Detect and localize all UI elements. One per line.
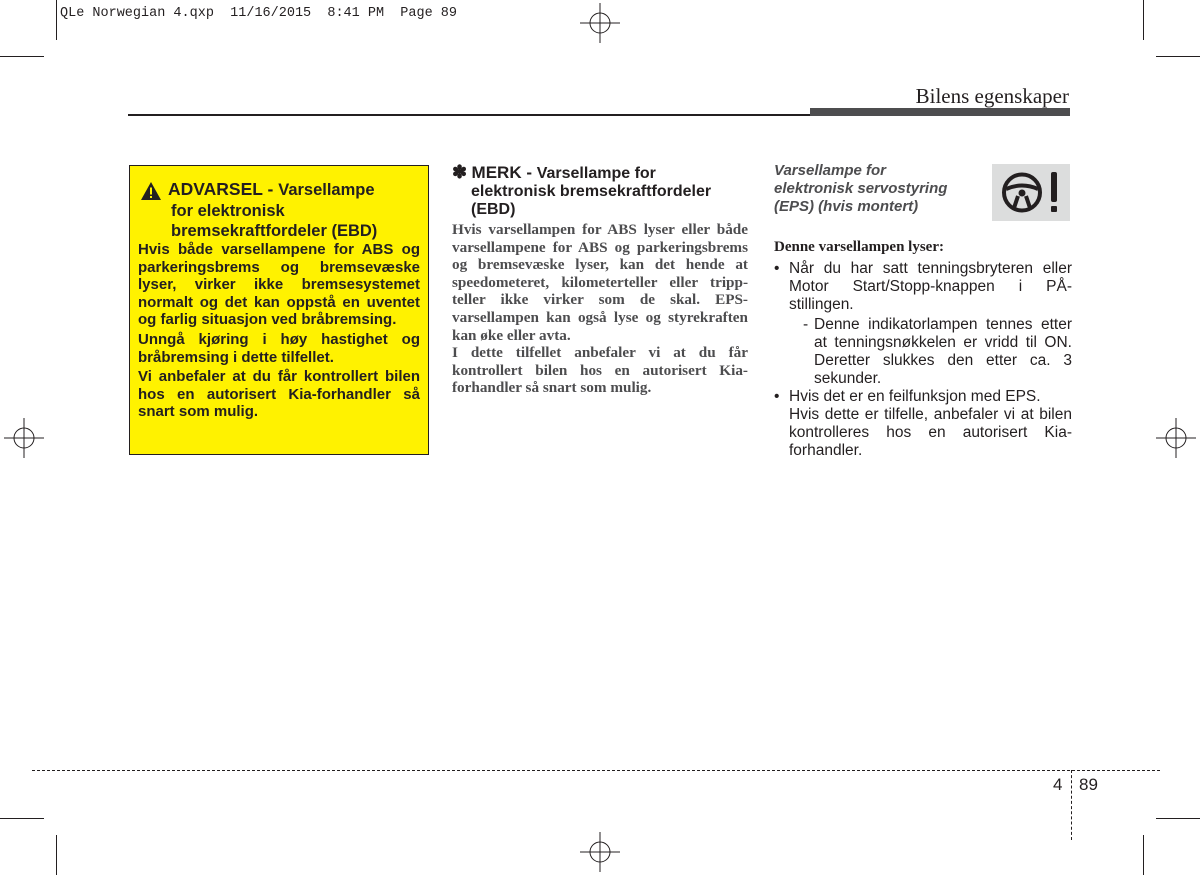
warning-paragraph: Vi anbefaler at du får kontrollert bilen hos en autorisert Kia-forhandler så snart som mulig. xyxy=(138,368,420,421)
registration-mark-bottom-icon xyxy=(580,832,620,872)
chapter-number: 4 xyxy=(1053,775,1063,794)
note-section xyxy=(452,163,748,397)
note-body xyxy=(452,221,748,397)
footer-dashed-rule xyxy=(32,770,1160,771)
trim-mark-bl-h xyxy=(0,818,44,819)
note-title-line3: (EBD) xyxy=(471,201,516,218)
trim-mark-br-v xyxy=(1143,835,1144,875)
eps-bullet2-continuation: Hvis dette er tilfelle, anbefaler vi at bilen kontrolleres hos en autorisert Kia-forhandler. xyxy=(789,406,1072,459)
header-rule-thick xyxy=(810,108,1070,116)
trim-mark-br-h xyxy=(1156,818,1200,819)
warning-box xyxy=(129,165,429,455)
registration-mark-left-icon xyxy=(4,418,44,458)
slug-page: Page 89 xyxy=(400,6,457,21)
eps-title-line2: elektronisk servostyring xyxy=(774,180,948,197)
note-paragraph: I dette tilfellet anbefaler vi at du får kontrollert bilen hos en autorisert Kia-forhandler så snart som mulig. xyxy=(452,344,748,397)
registration-mark-top-icon xyxy=(580,3,620,43)
note-paragraph: Hvis varsellampen for ABS lyser eller både varsellampene for ABS og parkeringsbrems og bremsevæske lyser, kan det hende at speedometeret, kilometerteller eller trippteller ikke virker som de skal. EPS-varsellampen kan også lyse og styrekraften kan øke eller avta. xyxy=(452,221,748,344)
list-item xyxy=(774,260,1072,388)
eps-bullet2: Hvis det er en feilfunksjon med EPS. xyxy=(789,388,1041,405)
eps-sub-dash: - xyxy=(803,316,809,333)
warning-triangle-icon xyxy=(140,181,162,201)
eps-title xyxy=(774,162,974,216)
eps-title-line1: Varsellampe for xyxy=(774,162,886,179)
note-heading xyxy=(452,163,748,183)
list-item xyxy=(774,388,1072,406)
warning-title-line1: Varsellampe xyxy=(278,181,375,199)
eps-lead: Denne varsellampen lyser: xyxy=(774,239,944,255)
warning-heading xyxy=(138,179,428,201)
note-keyword: MERK xyxy=(471,163,522,182)
section-title: Bilens egenskaper xyxy=(915,84,1069,108)
note-separator: - xyxy=(521,163,537,182)
footer-dashed-divider xyxy=(1071,770,1072,840)
eps-description xyxy=(774,238,1072,460)
page-number: 89 xyxy=(1079,775,1098,794)
note-title-line2: elektronisk bremsekraftfordeler xyxy=(471,183,712,200)
warning-paragraph: Hvis både varsellampene for ABS og parkeringsbrems og bremsevæske lyser, virker ikke bremsesystemet normalt og det kan oppstå en uventet og farlig situasjon ved bråbremsing. xyxy=(138,241,420,329)
trim-mark-tr-v xyxy=(1143,0,1144,40)
eps-bullet1: Når du har satt tenningsbryteren eller Motor Start/Stopp-knappen i PÅ-stillingen. xyxy=(789,260,1072,313)
eps-sub-item xyxy=(789,316,1072,388)
slug-date: 11/16/2015 xyxy=(230,6,312,21)
trim-mark-tr-h xyxy=(1156,56,1200,57)
warning-separator: - xyxy=(262,179,279,199)
eps-title-line3: (EPS) (hvis montert) xyxy=(774,198,919,215)
eps-list xyxy=(774,260,1072,406)
note-mark-icon: ✽ xyxy=(452,162,468,182)
warning-title-line2: for elektronisk xyxy=(171,202,285,220)
eps-sub1: Denne indikatorlampen tennes etter at tenningsnøkkelen er vridd til ON. Deretter slukkes den etter ca. 3 sekunder. xyxy=(814,316,1072,387)
trim-mark-bl-v xyxy=(56,835,57,875)
steering-wheel-warning-icon xyxy=(992,164,1070,221)
print-slug xyxy=(60,6,457,21)
slug-file: QLe Norwegian 4.qxp xyxy=(60,6,214,21)
warning-title-line3: bremsekraftfordeler (EBD) xyxy=(171,222,378,240)
eps-indicator-panel xyxy=(992,164,1070,221)
header-rule-thin xyxy=(128,114,810,116)
warning-keyword: ADVARSEL xyxy=(168,179,263,199)
slug-time: 8:41 PM xyxy=(327,6,385,21)
registration-mark-right-icon xyxy=(1156,418,1196,458)
warning-paragraph: Unngå kjøring i høy hastighet og bråbremsing i dette tilfellet. xyxy=(138,330,420,366)
note-title-line1: Varsellampe for xyxy=(536,165,656,182)
trim-mark-tl-v xyxy=(56,0,57,40)
trim-mark-tl-h xyxy=(0,56,44,57)
